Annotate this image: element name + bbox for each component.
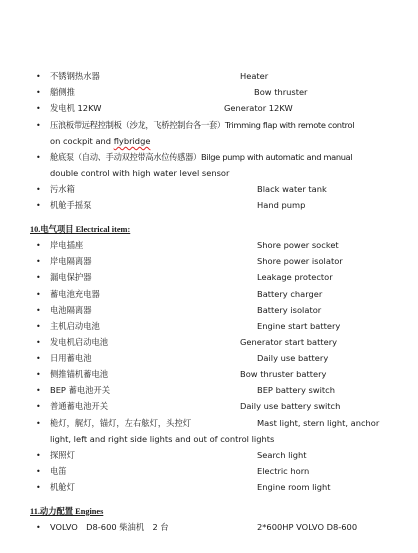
bullet-icon: • [36,483,41,492]
item-cn: 艏侧推 [50,87,75,97]
item-en: Generator start battery [240,337,338,347]
item-en: Shore power socket [257,240,339,250]
item-cn: 蓄电池充电器 [50,289,100,299]
bullet-icon: • [36,451,41,460]
item-en: Search light [257,450,307,460]
item-en: Engine room light [257,482,331,492]
item-cn: 压浪板带远程控制板（沙龙，飞桥控制台各一套）Trimming flap with remote control [50,120,355,130]
bullet-icon: • [36,322,41,331]
item-en: Leakage protector [257,272,333,282]
item-en: Bow thruster battery [240,369,327,379]
bullet-icon: • [36,402,41,411]
bullet-icon: • [36,257,41,266]
bullet-icon: • [36,185,41,194]
bullet-icon: • [36,153,41,162]
bullet-icon: • [36,419,41,428]
item-en: Mast light, stern light, anchor [257,418,380,428]
item-cn: 机舱灯 [50,482,75,492]
item-en: Electric horn [257,466,310,476]
item-en: Engine start battery [257,321,341,331]
item-cn: 发电机启动电池 [50,337,109,347]
item-cn: 发电机 12KW [50,103,102,113]
bullet-icon: • [36,201,41,210]
section-heading: 10.电气项目 Electrical item: [30,225,131,234]
item-cn: 机舱手摇泵 [50,200,92,210]
item-en: Heater [240,71,269,81]
item-cn: 岸电插座 [50,240,84,250]
item-cn: 探照灯 [50,450,75,460]
bullet-icon: • [36,273,41,282]
item-cn: 普通蓄电池开关 [50,401,109,411]
item-en: Daily use battery [257,353,329,363]
bullet-icon: • [36,121,41,130]
item-cn: 桅灯，艉灯，锚灯，左右舷灯，头控灯 [50,418,192,428]
item-en: Hand pump [257,200,306,210]
wrap-text: on cockpit and [50,136,114,146]
bullet-icon: • [36,290,41,299]
bullet-icon: • [36,241,41,250]
item-cn: 漏电保护器 [50,272,92,282]
item-en: Shore power isolator [257,256,343,266]
section-heading: 11.动力配置 Engines [30,507,104,516]
item-en: BEP battery switch [257,385,335,395]
item-en: Battery isolator [257,305,322,315]
item-en: Battery charger [257,289,323,299]
bullet-icon: • [36,104,41,113]
bullet-icon: • [36,306,41,315]
item-en: 2*600HP VOLVO D8-600 [257,522,358,532]
item-cn: 污水箱 [50,184,75,194]
item-cn: 舱底泵（自动、手动双控带高水位传感器）Bilge pump with automatic and manual [50,152,353,162]
bullet-icon: • [36,467,41,476]
item-en: Black water tank [257,184,327,194]
bullet-icon: • [36,88,41,97]
bullet-icon: • [36,386,41,395]
item-cn: 日用蓄电池 [50,353,92,363]
bullet-icon: • [36,354,41,363]
item-wrap-line: double control with high water level sensor [50,168,230,178]
item-wrap-line [50,136,150,147]
item-en: Bow thruster [254,87,308,97]
bullet-icon: • [36,72,41,81]
item-cn: 岸电隔离器 [50,256,92,266]
spellcheck-flagged-word: flybridge [113,136,151,146]
item-cn: 主机启动电池 [50,321,100,331]
bullet-icon: • [36,370,41,379]
item-cn: 电池隔离器 [50,305,92,315]
item-wrap-line: light, left and right side lights and out of control lights [50,434,275,444]
item-en: Daily use battery switch [240,401,341,411]
item-cn: BEP 蓄电池开关 [50,385,111,395]
bullet-icon: • [36,338,41,347]
item-cn: 侧推锚机蓄电池 [50,369,109,379]
item-en: Generator 12KW [224,103,293,113]
item-cn: 电笛 [50,466,67,476]
item-cn: VOLVO D8-600 柴油机 2 台 [50,522,169,532]
item-cn: 不锈钢热水器 [50,71,100,81]
bullet-icon: • [36,523,41,532]
